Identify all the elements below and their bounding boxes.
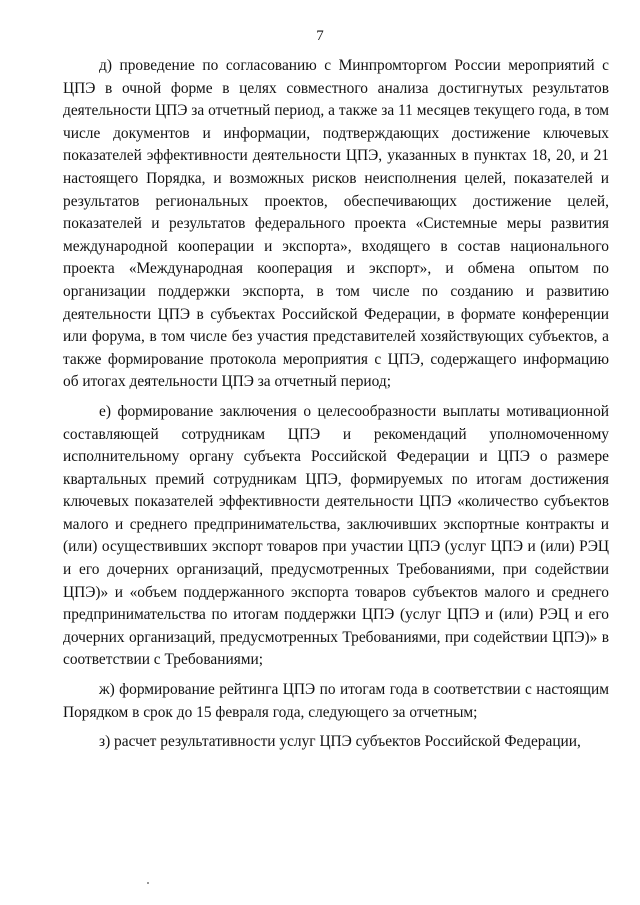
paragraph-z: з) расчет результативности услуг ЦПЭ субъектов Российской Федерации,: [99, 733, 581, 751]
paragraph-d: д) проведение по согласованию с Минпромторгом России мероприятий с ЦПЭ в очной форме в целях совместного анализа достигнутых результатов деятельности ЦПЭ за отчетный период, а также за 11 месяцев текущего года, в том числе документов и информации, подтверждающих достижение ключевых показателей эффективности деятельности ЦПЭ, указанных в пунктах 18, 20, и 21 настоящего Порядка, и возможных рисков неисполнения целей, показателей и результатов региональных проектов, обеспечивающих достижение целей, показателей и результатов федерального проекта «Системные меры развития международной кооперации и экспорта», входящего в состав национального проекта «Международная кооперация и экспорт», и обмена опытом по организации поддержки экспорта, в том числе по созданию и развитию деятельности ЦПЭ в субъектах Российской Федерации, в формате конференции или форума, в том числе без участия представителей хозяйствующих субъектов, а также формирование протокола мероприятия с ЦПЭ, содержащего информацию об итогах деятельности ЦПЭ за отчетный период;: [63, 57, 609, 391]
paragraph-e: е) формирование заключения о целесообразности выплаты мотивационной составляющей сотрудникам ЦПЭ и рекомендаций уполномоченному исполнительному органу субъекта Российской Федерации и ЦПЭ о размере квартальных премий сотрудникам ЦПЭ, формируемых по итогам достижения ключевых показателей эффективности деятельности ЦПЭ «количество субъектов малого и среднего предпринимательства, заключивших экспортные контракты и (или) осуществивших экспорт товаров при участии ЦПЭ (услуг ЦПЭ и (или) РЭЦ и его дочерних организаций, предусмотренных Требованиями, при содействии ЦПЭ)» и «объем поддержанного экспорта товаров субъектов малого и среднего предпринимательства по итогам поддержки ЦПЭ (услуг ЦПЭ и (или) РЭЦ и его дочерних организаций, предусмотренных Требованиями, при содействии ЦПЭ)» в соответствии с Требованиями;: [63, 402, 609, 669]
scan-speck: [147, 882, 149, 884]
page-number: 7: [316, 28, 324, 44]
paragraph-zh: ж) формирование рейтинга ЦПЭ по итогам года в соответствии с настоящим Порядком в срок до 15 февраля года, следующего за отчетным;: [63, 681, 609, 721]
document-body: [63, 55, 609, 761]
